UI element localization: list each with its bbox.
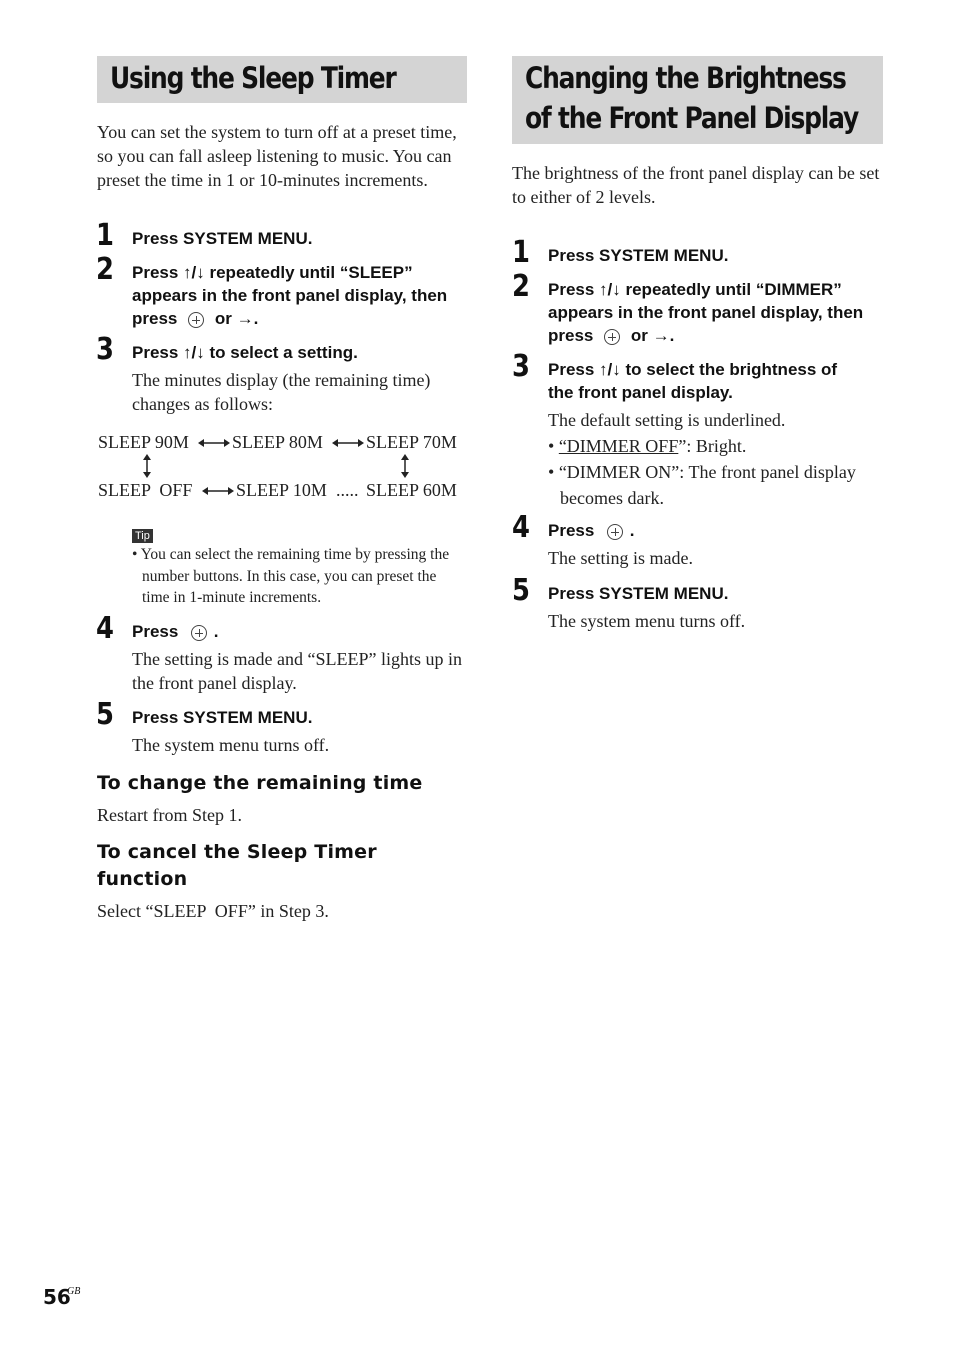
- step-text: Press: [132, 622, 179, 641]
- left-right-arrow-icon: [198, 437, 230, 449]
- section-title: Changing the Brightness: [525, 61, 846, 95]
- ellipsis-dots: .....: [336, 480, 359, 500]
- step-instruction: [548, 519, 635, 542]
- step-description: The setting is made and “SLEEP” lights up in the front panel display.: [132, 649, 462, 693]
- up-down-arrow-icon: [141, 454, 153, 478]
- step-instruction: Press SYSTEM MENU.: [132, 708, 313, 727]
- intro-paragraph: You can set the system to turn off at a preset time, so you can fall asleep listening to music. You can preset the time in 1 or 10-minutes increments.: [97, 122, 457, 190]
- step-number: 3: [96, 332, 114, 367]
- enter-circle-icon: [191, 625, 207, 641]
- step-instruction: Press ↑/↓ repeatedly until “SLEEP”: [132, 263, 413, 282]
- sleep-option-80m: SLEEP 80M: [232, 432, 323, 452]
- step-instruction: Press SYSTEM MENU.: [548, 246, 729, 265]
- step-instruction: Press SYSTEM MENU.: [548, 584, 729, 603]
- change-time-text: Restart from Step 1.: [97, 805, 242, 825]
- sleep-option-90m: SLEEP 90M: [98, 432, 189, 452]
- step-description: The setting is made.: [548, 548, 693, 568]
- enter-circle-icon: [604, 329, 620, 345]
- step-number: 4: [512, 510, 530, 545]
- bullet-dot: •: [548, 436, 559, 456]
- tip-text: • You can select the remaining time by pressing the number buttons. In this case, you can preset the time in 1-minute increments.: [132, 546, 450, 606]
- option-dimmer-off: [548, 433, 746, 459]
- step-instruction: [132, 307, 258, 330]
- default-setting: “DIMMER OFF: [558, 436, 679, 456]
- step-instruction: [132, 620, 219, 643]
- step-number: 1: [512, 235, 530, 270]
- step-text: .: [629, 521, 635, 540]
- section-header-brightness: [512, 56, 883, 144]
- step-text: press: [132, 309, 178, 328]
- cancel-timer-text: Select “SLEEP OFF” in Step 3.: [97, 901, 329, 921]
- option-dimmer-on: [548, 459, 882, 511]
- section-title: of the Front Panel Display: [525, 101, 859, 135]
- page-region-suffix: GB: [67, 1286, 81, 1297]
- step-instruction: Press ↑/↓ to select the brightness of: [548, 360, 838, 379]
- step-instruction: appears in the front panel display, then: [132, 286, 448, 305]
- section-title: Using the Sleep Timer: [110, 61, 396, 95]
- step-description: The minutes display (the remaining time) changes as follows:: [132, 370, 431, 414]
- step-description: The system menu turns off.: [548, 611, 746, 631]
- option-desc: “DIMMER ON”: The front panel display becomes dark.: [558, 462, 856, 508]
- step-description: The system menu turns off.: [132, 735, 330, 755]
- step-instruction: Press ↑/↓ repeatedly until “DIMMER”: [548, 280, 842, 299]
- step-text: .: [213, 622, 219, 641]
- sleep-option-off: SLEEP OFF: [98, 480, 193, 500]
- step-number: 3: [512, 349, 530, 384]
- left-right-arrow-icon: [202, 485, 234, 497]
- sleep-option-70m: SLEEP 70M: [366, 432, 457, 452]
- subheading-cancel-timer: function: [97, 868, 188, 890]
- left-right-arrow-icon: [332, 437, 364, 449]
- step-number: 2: [96, 252, 114, 287]
- up-down-arrow-icon: [399, 454, 411, 478]
- enter-circle-icon: [607, 524, 623, 540]
- tip-badge: Tip: [132, 529, 153, 543]
- step-text: press: [548, 326, 594, 345]
- step-instruction: the front panel display.: [548, 383, 733, 402]
- step-number: 2: [512, 269, 530, 304]
- step-instruction: Press ↑/↓ to select a setting.: [132, 343, 358, 362]
- bullet-dot: •: [548, 462, 559, 482]
- sleep-option-60m: SLEEP 60M: [366, 480, 457, 500]
- step-text: or →.: [630, 326, 675, 345]
- intro-paragraph: The brightness of the front panel display can be set to either of 2 levels.: [512, 163, 880, 207]
- step-text: or →.: [214, 309, 259, 328]
- page-number: 56: [43, 1285, 71, 1309]
- sleep-option-10m: SLEEP 10M: [236, 480, 327, 500]
- step-number: 4: [96, 611, 114, 646]
- step-instruction: appears in the front panel display, then: [548, 303, 864, 322]
- step-description: The default setting is underlined.: [548, 410, 786, 430]
- step-instruction: [548, 324, 674, 347]
- step-number: 5: [96, 697, 114, 732]
- step-number: 5: [512, 573, 530, 608]
- step-text: Press: [548, 521, 595, 540]
- step-number: 1: [96, 218, 114, 253]
- option-desc: ”: Bright.: [678, 436, 747, 456]
- section-header-sleep-timer: [97, 56, 467, 103]
- subheading-cancel-timer: To cancel the Sleep Timer: [97, 841, 377, 863]
- step-instruction: Press SYSTEM MENU.: [132, 229, 313, 248]
- subheading-change-time: To change the remaining time: [97, 772, 423, 794]
- enter-circle-icon: [188, 312, 204, 328]
